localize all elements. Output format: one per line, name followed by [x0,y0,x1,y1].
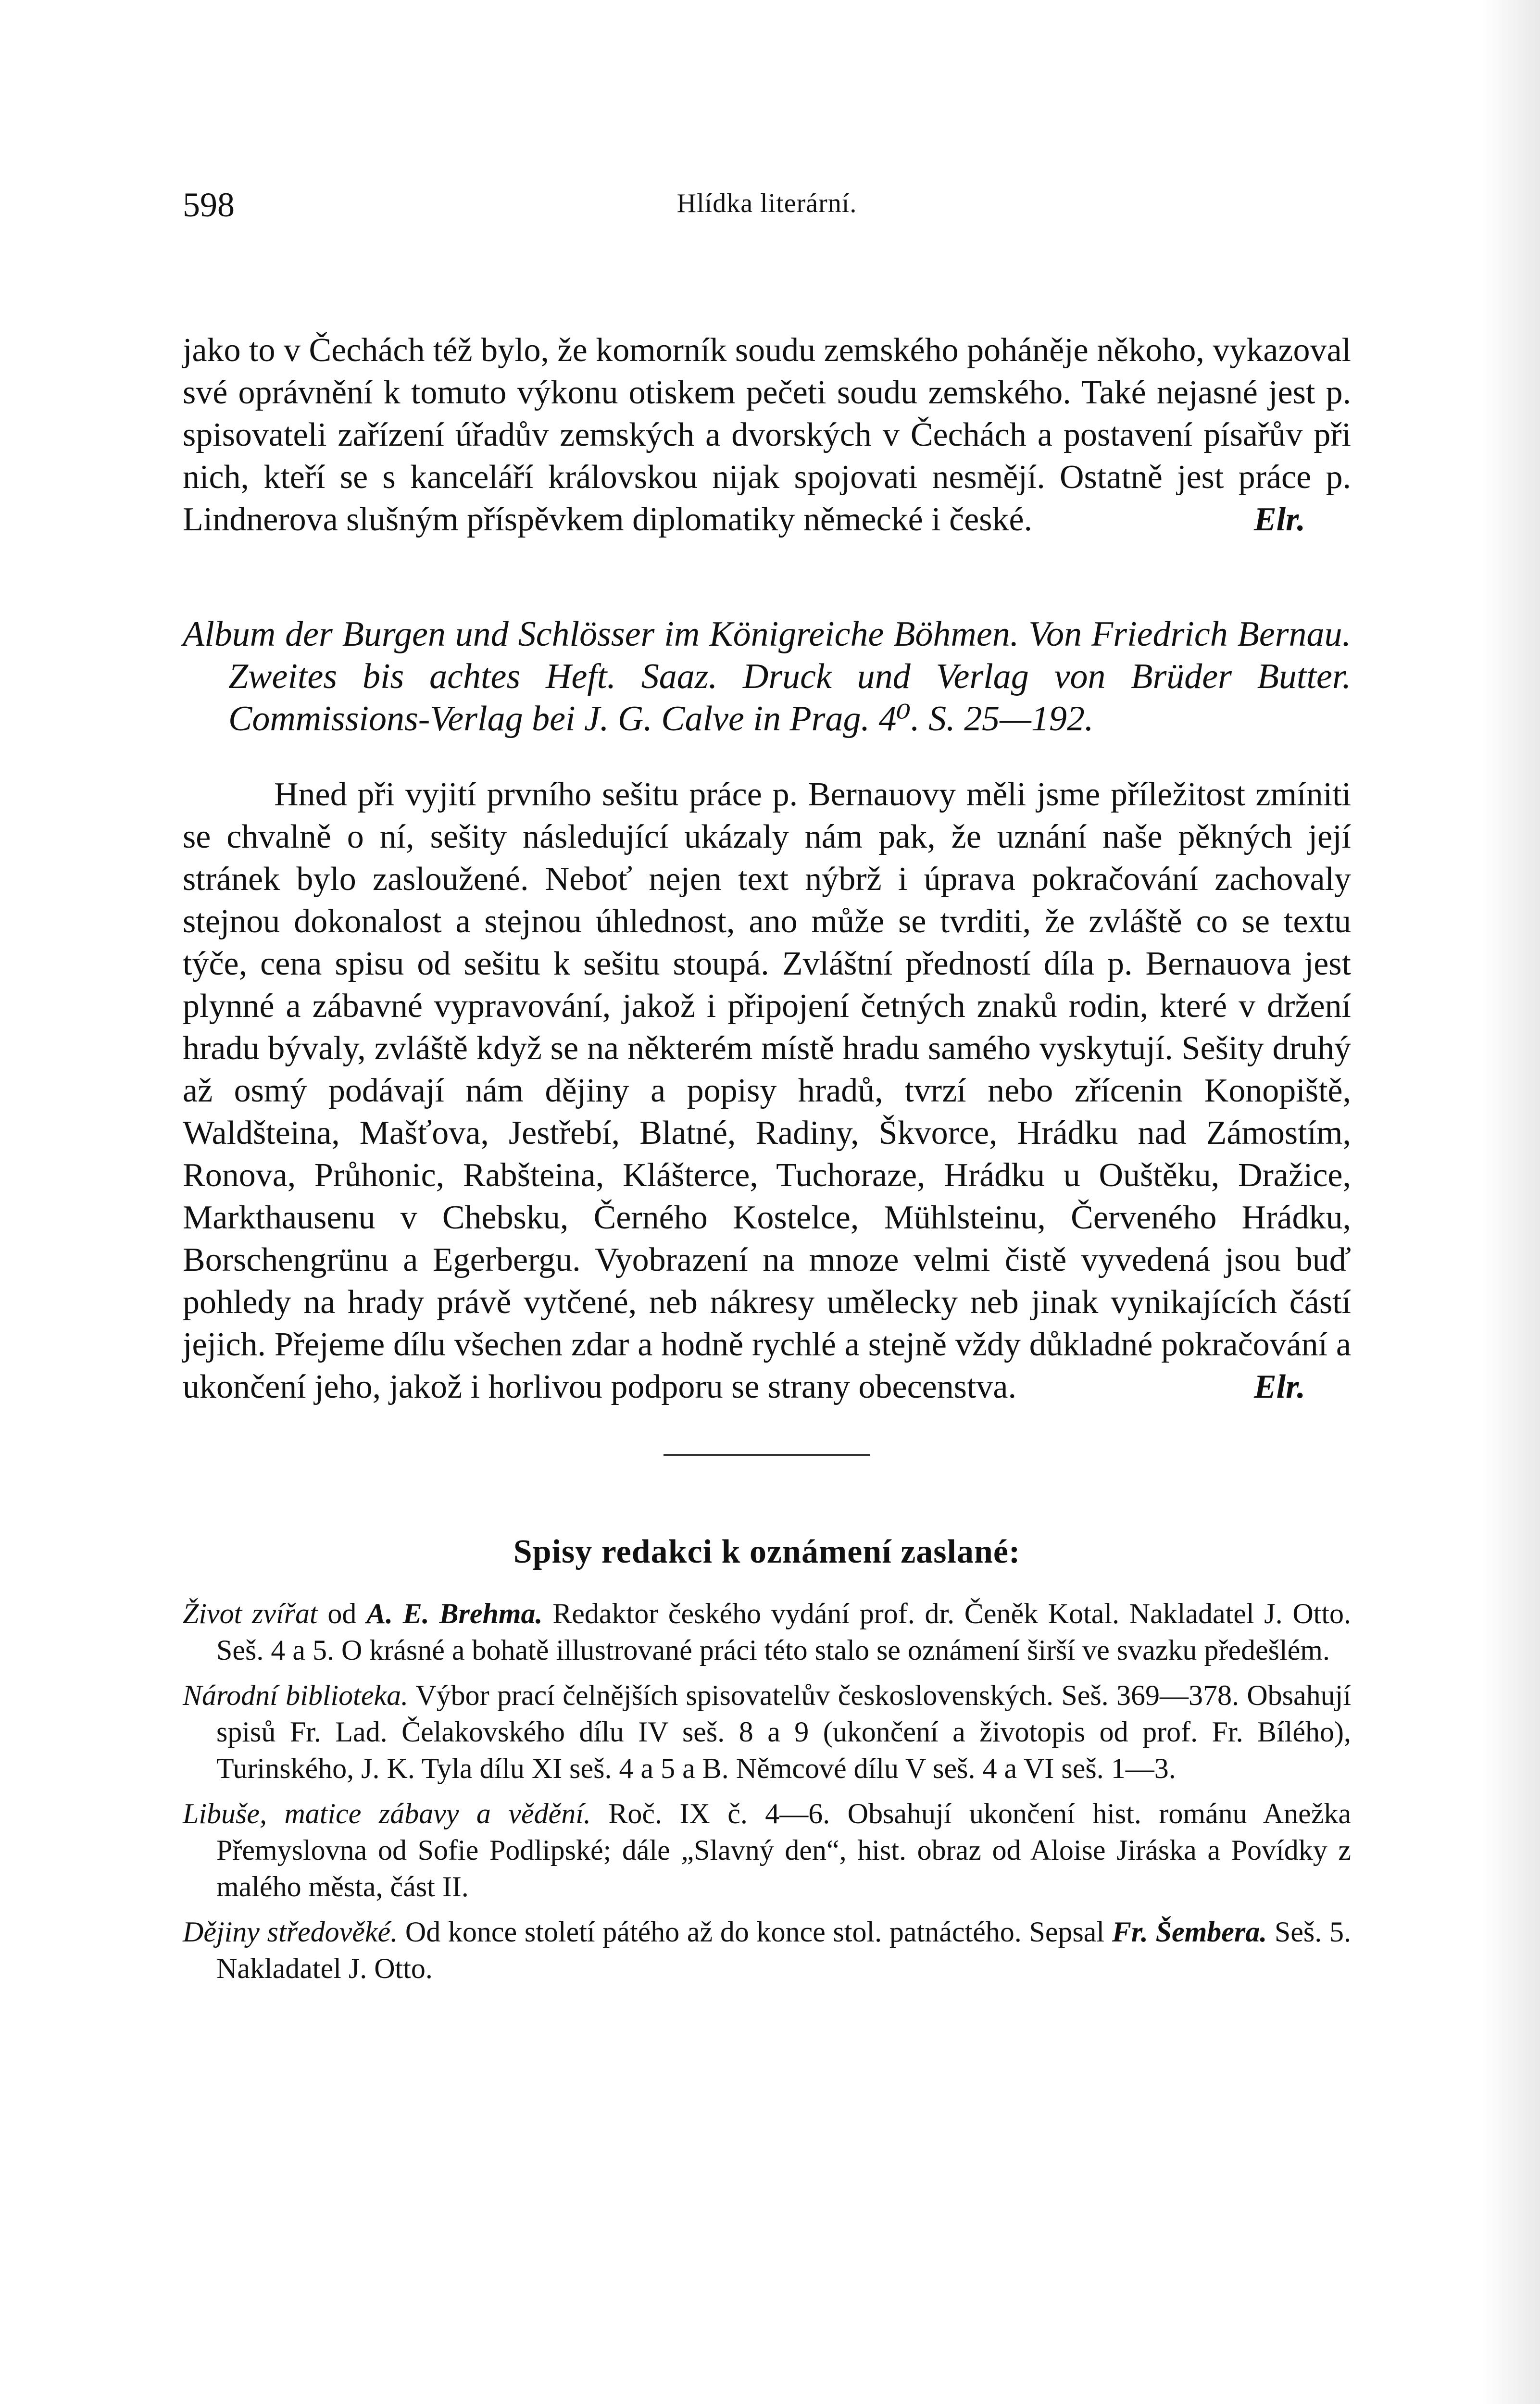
scan-edge [1482,0,1540,2404]
entry-author: A. E. Brehma. [366,1598,543,1629]
review-signature: Elr. [1253,1368,1305,1405]
review-body [183,774,1351,1408]
entry-text: Výbor prací čelnějších spisovatelův československých. Seš. 369—378. Obsahují spisů Fr. Lad. Čelakovského dílu IV seš. 8 a 9 (ukončení a životopis od prof. Fr. Bílého), Turinského, J. K. Tyla dílu XI seš. 4 a 5 a B. Němcové dílu V seš. 4 a VI seš. 1—3. [216,1679,1351,1784]
entry-mid: od [317,1598,367,1629]
received-entry [183,1595,1351,1668]
received-entry [183,1795,1351,1905]
previous-review-body: jako to v Čechách též bylo, že komorník soudu zemského poháněje někoho, vykazoval své oprávnění k tomuto výkonu otiskem pečeti soudu zemského. Také nejasné jest p. spisovateli zařízení úřadův zemských a dvorských v Čechách a postavení písařův při nich, kteří se s kanceláří královskou nijak spojovati nesmějí. Ostatně jest práce p. Lindnerova slušným příspěvkem diplomatiky německé i české. [183,332,1351,538]
page-header [183,185,1351,228]
entry-text: Seš. 5. Nakladatel J. Otto. [216,1916,1351,1984]
received-heading: Spisy redakci k oznámení zaslané: [513,1533,1021,1570]
review-title: Album der Burgen und Schlösser im Königreiche Böhmen. Von Friedrich Bernau. Zweites bis achtes Heft. Saaz. Druck und Verlag von Brüder Butter. Commissions-Verlag bei J. G. Calve in Prag. 4⁰. S. 25—192. [183,614,1351,739]
received-entry [183,1914,1351,1987]
entry-mid: Od konce století pátého až do konce stol. patnáctého. Sepsal [398,1916,1112,1948]
entry-title: Libuše, matice zábavy a vědění. [183,1798,591,1829]
entry-text: Redaktor českého vydání prof. dr. Čeněk Kotal. Nakladatel J. Otto. Seš. 4 a 5. O krásné a bohatě illustrované práci této stalo se oznámení širší ve svazku předešlém. [216,1598,1352,1666]
page-number: 598 [183,186,235,224]
entry-author: Fr. Šembera. [1112,1916,1267,1948]
entry-text: Roč. IX č. 4—6. Obsahují ukončení hist. románu Anežka Přemyslovna od Sofie Podlipské; dále „Slavný den“, hist. obraz od Aloise Jiráska a Povídky z malého města, část II. [216,1798,1352,1903]
entry-title: Život zvířat [183,1598,318,1629]
previous-review-text [183,329,1351,541]
section-divider [664,1454,870,1456]
previous-review-signature: Elr. [1253,501,1305,538]
entry-title: Dějiny středověké. [183,1916,398,1948]
received-entry [183,1677,1351,1787]
review-body-text: Hned při vyjití prvního sešitu práce p. Bernauovy měli jsme příležitost zmíniti se chvalně o ní, sešity následující ukázaly nám pak, že uznání naše pěkných její stránek bylo zasloužené. Neboť nejen text nýbrž i úprava pokračování zachovaly stejnou dokonalost a stejnou úhlednost, ano může se tvrditi, že zvláště co se textu týče, cena spisu od sešitu k sešitu stoupá. Zvláštní předností díla p. Bernauova jest plynné a zábavné vypravování, jakož i připojení četných znaků rodin, které v držení hradu bývaly, zvláště když se na některém místě hradu samého vyskytují. Sešity druhý až osmý podávají nám dějiny a popisy hradů, tvrzí nebo zřícenin Konopiště, Waldšteina, Mašťova, Jestřebí, Blatné, Radiny, Škvorce, Hrádku nad Zámostím, Ronova, Průhonic, Rabšteina, Klášterce, Tuchoraze, Hrádku u Ouštěku, Dražice, Markthausenu v Chebsku, Černého Kostelce, Mühlsteinu, Červeného Hrádku, Borschengrünu a Egerbergu. Vyobrazení na mnoze velmi čistě vyvedená jsou buď pohledy na hrady právě vytčené, neb nákresy umělecky neb jinak vynikajících částí jejich. Přejeme dílu všechen zdar a hodně rychlé a stejně vždy důkladné pokračování a ukončení jeho, jakož i horlivou podporu se strany obecenstva. [183,776,1351,1405]
entry-title: Národní biblioteka. [183,1679,409,1711]
page [183,185,1351,1995]
running-head: Hlídka literární. [676,188,857,218]
